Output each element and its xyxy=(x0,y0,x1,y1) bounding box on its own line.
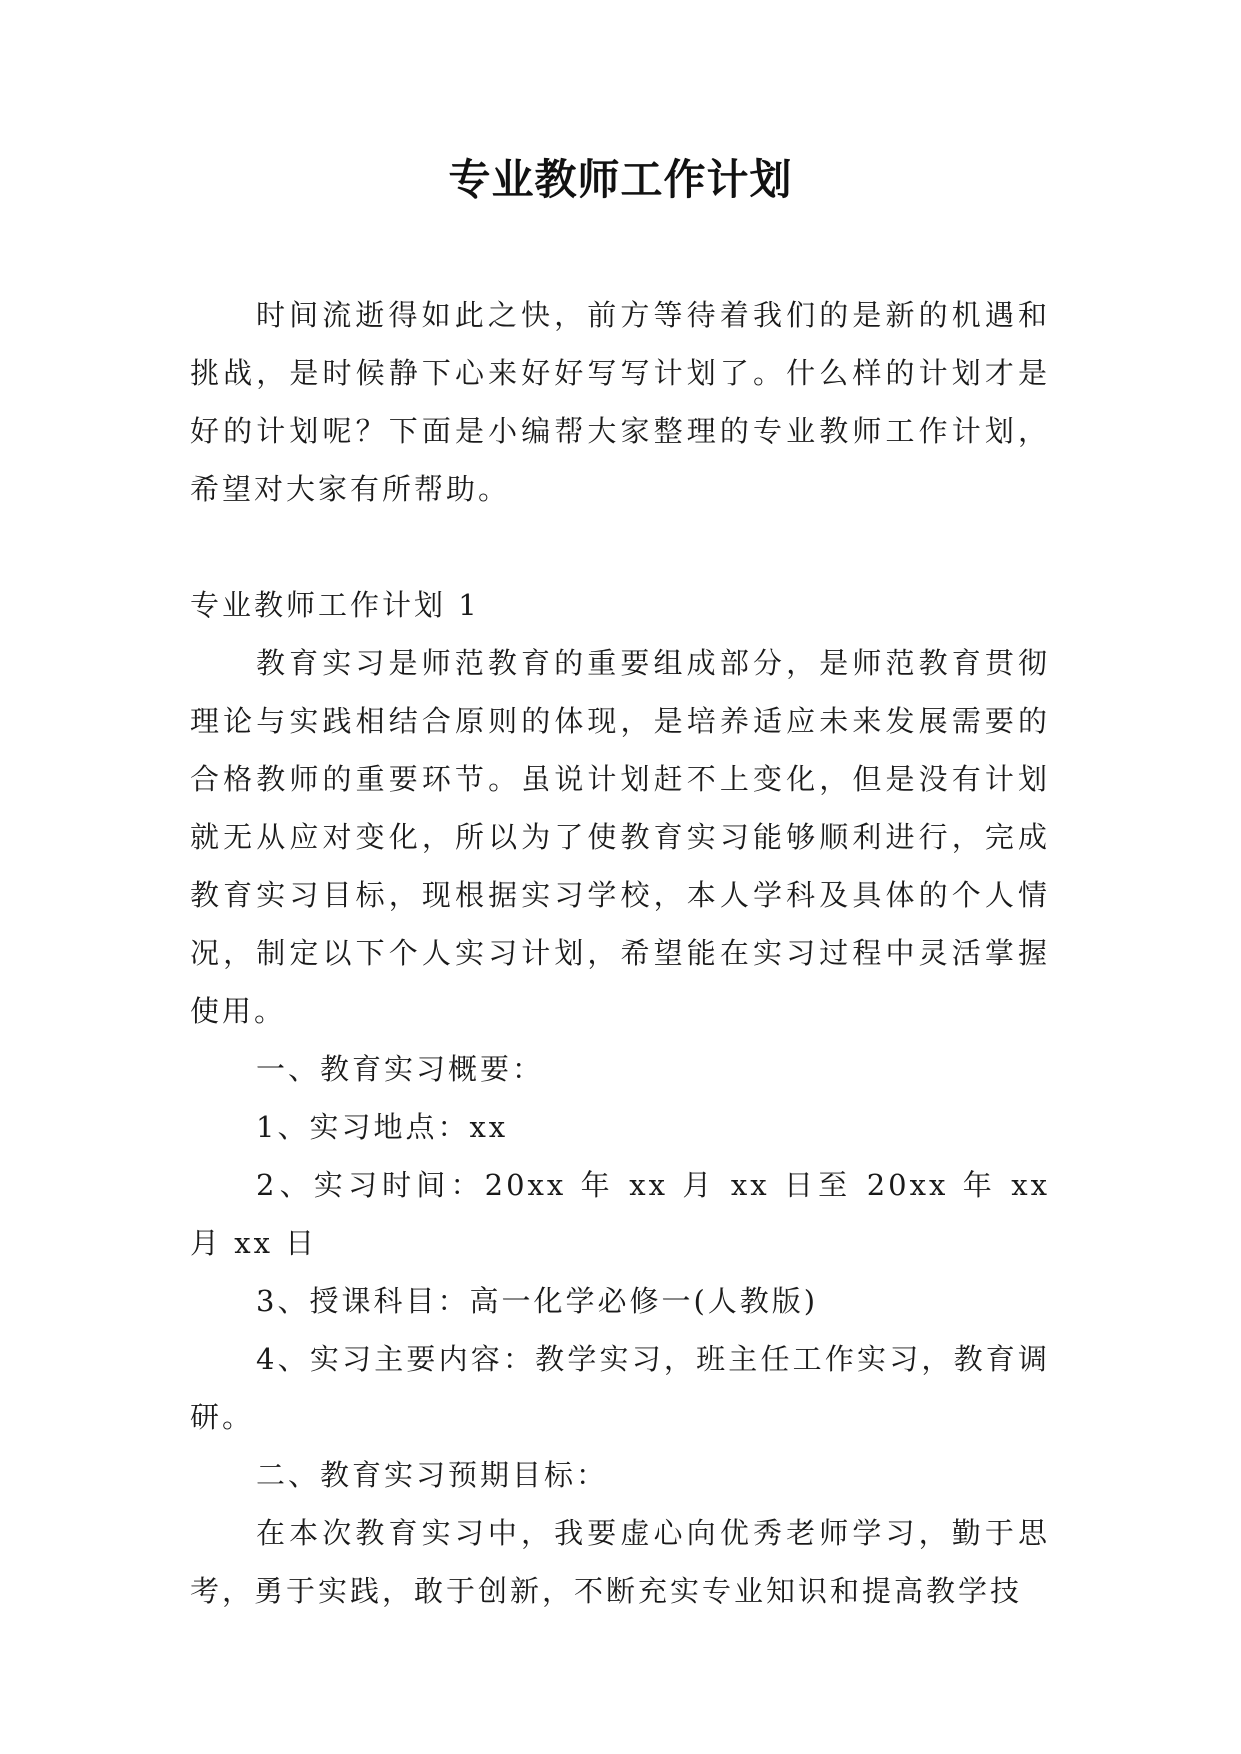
document-title: 专业教师工作计划 xyxy=(448,155,793,204)
intro-paragraph: 时间流逝得如此之快，前方等待着我们的是新的机遇和挑战，是时候静下心来好好写写计划了。什么样的计划才是好的计划呢？下面是小编帮大家整理的专业教师工作计划，希望对大家有所帮助。 xyxy=(190,298,1050,506)
list-item: 1、实习地点：xx xyxy=(256,1110,509,1144)
list-item: 4、实习主要内容：教学实习，班主任工作实习，教育调研。 xyxy=(190,1342,1050,1434)
section-title: 专业教师工作计划 1 xyxy=(190,588,480,622)
section-heading: 一、教育实习概要： xyxy=(256,1052,545,1086)
section-heading: 二、教育实习预期目标： xyxy=(256,1458,609,1492)
body-paragraph: 在本次教育实习中，我要虚心向优秀老师学习，勤于思考，勇于实践，敢于创新，不断充实专业知识和提高教学技 xyxy=(190,1516,1050,1608)
body-paragraph: 教育实习是师范教育的重要组成部分，是师范教育贯彻理论与实践相结合原则的体现，是培养适应未来发展需要的合格教师的重要环节。虽说计划赶不上变化，但是没有计划就无从应对变化，所以为了使教育实习能够顺利进行，完成教育实习目标，现根据实习学校，本人学科及具体的个人情况，制定以下个人实习计划，希望能在实习过程中灵活掌握使用。 xyxy=(190,646,1050,1028)
document-body xyxy=(190,286,1050,1620)
list-item: 3、授课科目：高一化学必修一(人教版) xyxy=(256,1284,819,1318)
list-item: 2、实习时间：20xx 年 xx 月 xx 日至 20xx 年 xx 月 xx 日 xyxy=(190,1168,1050,1260)
